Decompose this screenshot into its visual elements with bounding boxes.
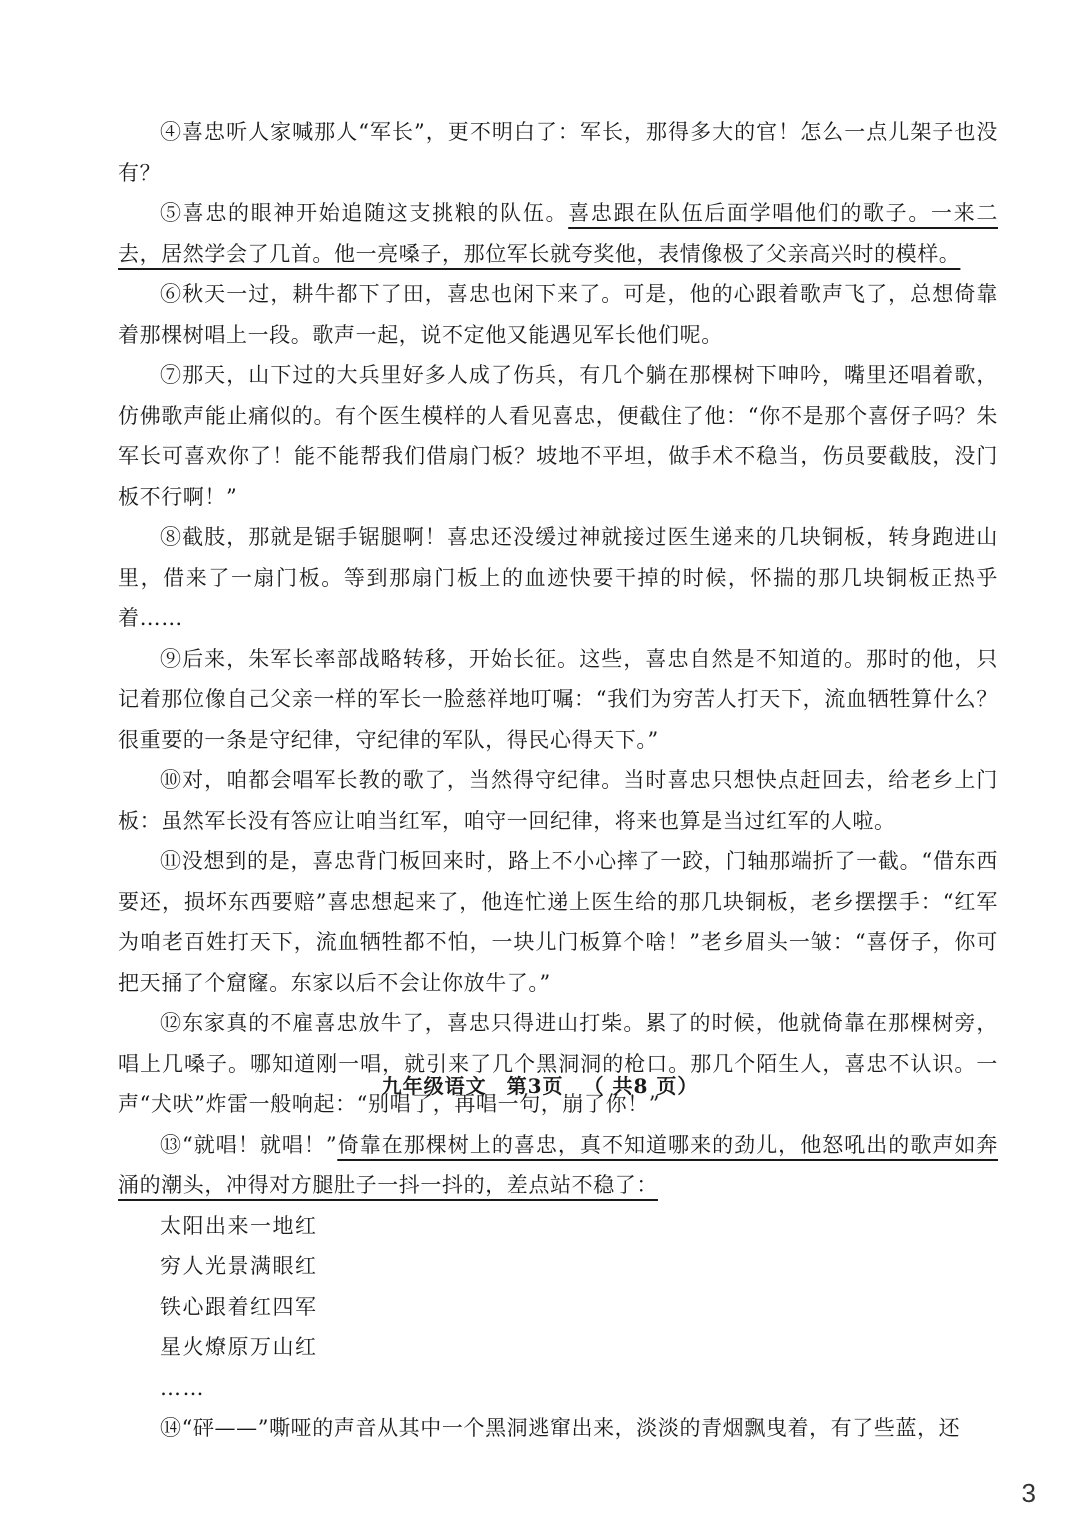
paragraph-5-underlined: 喜忠跟在队伍后面学唱他们的歌子。一来二去，居然学会了几首。他一亮嗓子，那位军长就夸奖他，表情像极了父亲高兴时的模样。	[118, 201, 998, 266]
paragraph-12: ⑫东家真的不雇喜忠放牛了，喜忠只得进山打柴。累了的时候，他就倚靠在那棵树旁，唱上几嗓子。哪知道刚一唱，就引来了几个黑洞洞的枪口。那几个陌生人，喜忠不认识。一声“犬吠”炸雷一般响起：“别唱了，再唱一句，崩了你！”	[118, 1011, 998, 1116]
page-footer	[0, 1070, 1080, 1099]
paragraph-5-part-1: ⑤喜忠的眼神开始追随这支挑粮的队伍。	[160, 201, 569, 225]
paragraph-11: ⑪没想到的是，喜忠背门板回来时，路上不小心摔了一跤，门轴那端折了一截。“借东西要还，损坏东西要赔”喜忠想起来了，他连忙递上医生给的那几块铜板，老乡摆摆手：“红军为咱老百姓打天下，流血牺牲都不怕，一块儿门板算个啥！”老乡眉头一皱：“喜伢子，你可把天捅了个窟窿。东家以后不会让你放牛了。”	[118, 849, 998, 995]
paragraph-9: ⑨后来，朱军长率部战略转移，开始长征。这些，喜忠自然是不知道的。那时的他，只记着那位像自己父亲一样的军长一脸慈祥地叮嘱：“我们为穷苦人打天下，流血牺牲算什么？很重要的一条是守纪律，守纪律的军队，得民心得天下。”	[118, 646, 998, 752]
paragraph-13-part-1: ⑬“就唱！就唱！”	[160, 1132, 338, 1157]
lyric-ellipsis: ……	[160, 1375, 205, 1400]
paragraph-13-underlined: 倚靠在那棵树上的喜忠，真不知道哪来的劲儿，他怒吼出的歌声如奔涌的潮头，冲得对方腿肚子一抖一抖的，差点站不稳了：	[118, 1132, 998, 1197]
song-lyrics	[118, 1206, 998, 1409]
footer-subject: 九年级语文	[381, 1074, 487, 1098]
lyric-line: 铁心跟着红四军	[160, 1294, 318, 1319]
corner-page-number: 3	[1021, 1478, 1036, 1508]
lyric-line: 太阳出来一地红	[160, 1213, 318, 1238]
paragraph-6: ⑥秋天一过，耕牛都下了田，喜忠也闲下来了。可是，他的心跟着歌声飞了，总想倚靠着那棵树唱上一段。歌声一起，说不定他又能遇见军长他们呢。	[118, 282, 998, 347]
paragraph-5	[118, 193, 998, 274]
paragraph-7: ⑦那天，山下过的大兵里好多人成了伤兵，有几个躺在那棵树下呻吟，嘴里还唱着歌，仿佛歌声能止痛似的。有个医生模样的人看见喜忠，便截住了他：“你不是那个喜伢子吗？朱军长可喜欢你了！能不能帮我们借扇门板？坡地不平坦，做手术不稳当，伤员要截肢，没门板不行啊！”	[118, 363, 998, 509]
paragraph-8: ⑧截肢，那就是锯手锯腿啊！喜忠还没缓过神就接过医生递来的几块铜板，转身跑进山里，借来了一扇门板。等到那扇门板上的血迹快要干掉的时候，怀揣的那几块铜板正热乎着……	[118, 525, 998, 630]
paragraph-10: ⑩对，咱都会唱军长教的歌了，当然得守纪律。当时喜忠只想快点赶回去，给老乡上门板：虽然军长没有答应让咱当红军，咱守一回纪律，将来也算是当过红军的人啦。	[118, 768, 998, 833]
lyric-line: 星火燎原万山红	[160, 1335, 318, 1359]
paragraph-13	[118, 1125, 998, 1206]
paragraph-4: ④喜忠听人家喊那人“军长”，更不明白了：军长，那得多大的官！怎么一点儿架子也没有？	[118, 120, 998, 185]
article-body	[118, 112, 998, 1449]
footer-page: 第3页	[506, 1074, 564, 1098]
paragraph-14: ⑭“砰——”嘶哑的声音从其中一个黑洞逃窜出来，淡淡的青烟飘曳着，有了些蓝，还	[160, 1416, 961, 1440]
footer-total: （ 共8 页）	[583, 1074, 699, 1098]
lyric-line: 穷人光景满眼红	[160, 1254, 318, 1278]
